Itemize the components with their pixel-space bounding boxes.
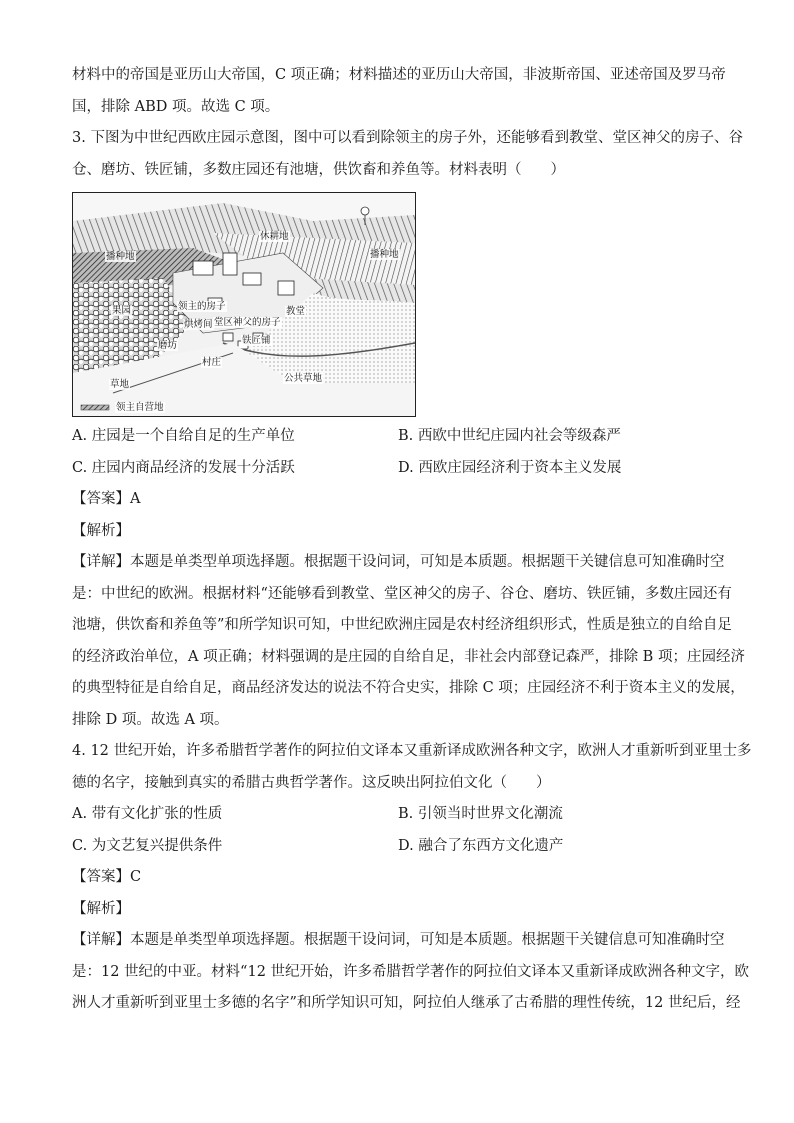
label-church: 教堂: [286, 306, 306, 317]
q3-options-row-1: [72, 421, 722, 453]
q4-answer: [72, 862, 722, 894]
label-sowing-1: 播种地: [106, 251, 135, 262]
label-orchard: 果园: [112, 305, 132, 316]
label-parish-house: 堂区神父的房子: [214, 317, 281, 328]
q3-detail-line-1: 【详解】本题是单类型单项选择题。根据题干设问词，可知是本质题。根据题干关键信息可知准确时空: [72, 554, 725, 570]
q4-detail-line-1: 【详解】本题是单类型单项选择题。根据题干设问词，可知是本质题。根据题干关键信息可知准确时空: [72, 932, 725, 948]
label-bakery: 烘烤间: [184, 319, 213, 330]
q3-answer: [72, 484, 722, 516]
q4-stem-line-1: 4. 12 世纪开始，许多希腊哲学著作的阿拉伯文译本又重新译成欧洲各种文字，欧洲人才重新听到亚里士多: [72, 743, 752, 759]
q4-option-b[interactable]: B. 引领当时世界文化潮流: [398, 806, 563, 822]
q4-option-a[interactable]: A. 带有文化扩张的性质: [72, 806, 223, 822]
intro-line-2: 国，排除 ABD 项。故选 C 项。: [72, 98, 280, 115]
q3-stem-line-1: 3. 下图为中世纪西欧庄园示意图，图中可以看到除领主的房子外，还能够看到教堂、堂区神父的房子、谷: [72, 130, 743, 146]
intro-line-1: 材料中的帝国是亚历山大帝国，C 项正确；材料描述的亚历山大帝国，非波斯帝国、亚述帝国及罗马帝: [72, 67, 726, 83]
q3-answer-tag: 【答案】: [72, 491, 130, 507]
label-grass: 草地: [110, 379, 130, 390]
q4-options-row-2: [72, 831, 722, 863]
label-sowing-2: 播种地: [370, 249, 399, 260]
label-common: 公共草地: [284, 373, 323, 384]
label-lord-house: 领主的房子: [178, 301, 226, 312]
q4-options-row-1: [72, 799, 722, 831]
q4-option-d[interactable]: D. 融合了东西方文化遗产: [398, 837, 564, 854]
q3-detail-line-5: 的典型特征是自给自足，商品经济发达的说法不符合史实，排除 C 项；庄园经济不利于资本主义的发展，: [72, 680, 745, 696]
q3-analysis-tag: 【解析】: [72, 522, 130, 539]
q4-detail-line-3: 洲人才重新听到亚里士多德的名字”和所学知识可知，阿拉伯人继承了古希腊的理性传统，12 世纪后，经: [72, 995, 741, 1011]
label-fallow: 休耕地: [260, 231, 289, 242]
q3-option-b[interactable]: B. 西欧中世纪庄园内社会等级森严: [398, 428, 621, 444]
document-page: [72, 60, 752, 1020]
label-smithy: 铁匠铺: [242, 335, 271, 346]
q4-analysis-tag: 【解析】: [72, 900, 130, 917]
q4-detail-line-2: 是：12 世纪的中亚。材料“12 世纪开始，许多希腊哲学著作的阿拉伯文译本又重新译成欧洲各种文字，欧: [72, 963, 750, 980]
label-mill: 磨坊: [158, 340, 178, 351]
q4-stem-line-2: 德的名字，接触到真实的希腊古典哲学著作。这反映出阿拉伯文化（ ）: [72, 774, 551, 791]
q3-detail-line-4: 的经济政治单位，A 项正确；材料强调的是庄园的自给自足，非社会内部登记森严，排除 B 项；庄园经济: [72, 648, 745, 665]
label-legend: 领主自营地: [116, 402, 164, 413]
manor-diagram: [72, 192, 416, 417]
q3-option-d[interactable]: D. 西欧庄园经济利于资本主义发展: [398, 459, 622, 476]
q4-answer-tag: 【答案】: [72, 869, 130, 885]
q3-stem-line-2: 仓、磨坊、铁匠铺，多数庄园还有池塘，供饮畜和养鱼等。材料表明（ ）: [72, 161, 565, 178]
q4-option-c[interactable]: C. 为文艺复兴提供条件: [72, 837, 223, 854]
label-village: 村庄: [202, 357, 222, 368]
q3-detail-line-2: 是：中世纪的欧洲。根据材料“还能够看到教堂、堂区神父的房子、谷仓、磨坊、铁匠铺，多数庄园还有: [72, 585, 732, 602]
q3-options-row-2: [72, 453, 722, 485]
q3-detail-line-6: 排除 D 项。故选 A 项。: [72, 711, 229, 728]
q4-answer-value: C: [130, 869, 142, 885]
q3-answer-value: A: [130, 491, 141, 507]
q3-option-a[interactable]: A. 庄园是一个自给自足的生产单位: [72, 428, 295, 444]
q3-option-c[interactable]: C. 庄园内商品经济的发展十分活跃: [72, 459, 295, 476]
q3-detail-line-3: 池塘，供饮畜和养鱼等”和所学知识可知，中世纪欧洲庄园是农村经济组织形式，性质是独立的自给自足: [72, 617, 732, 633]
